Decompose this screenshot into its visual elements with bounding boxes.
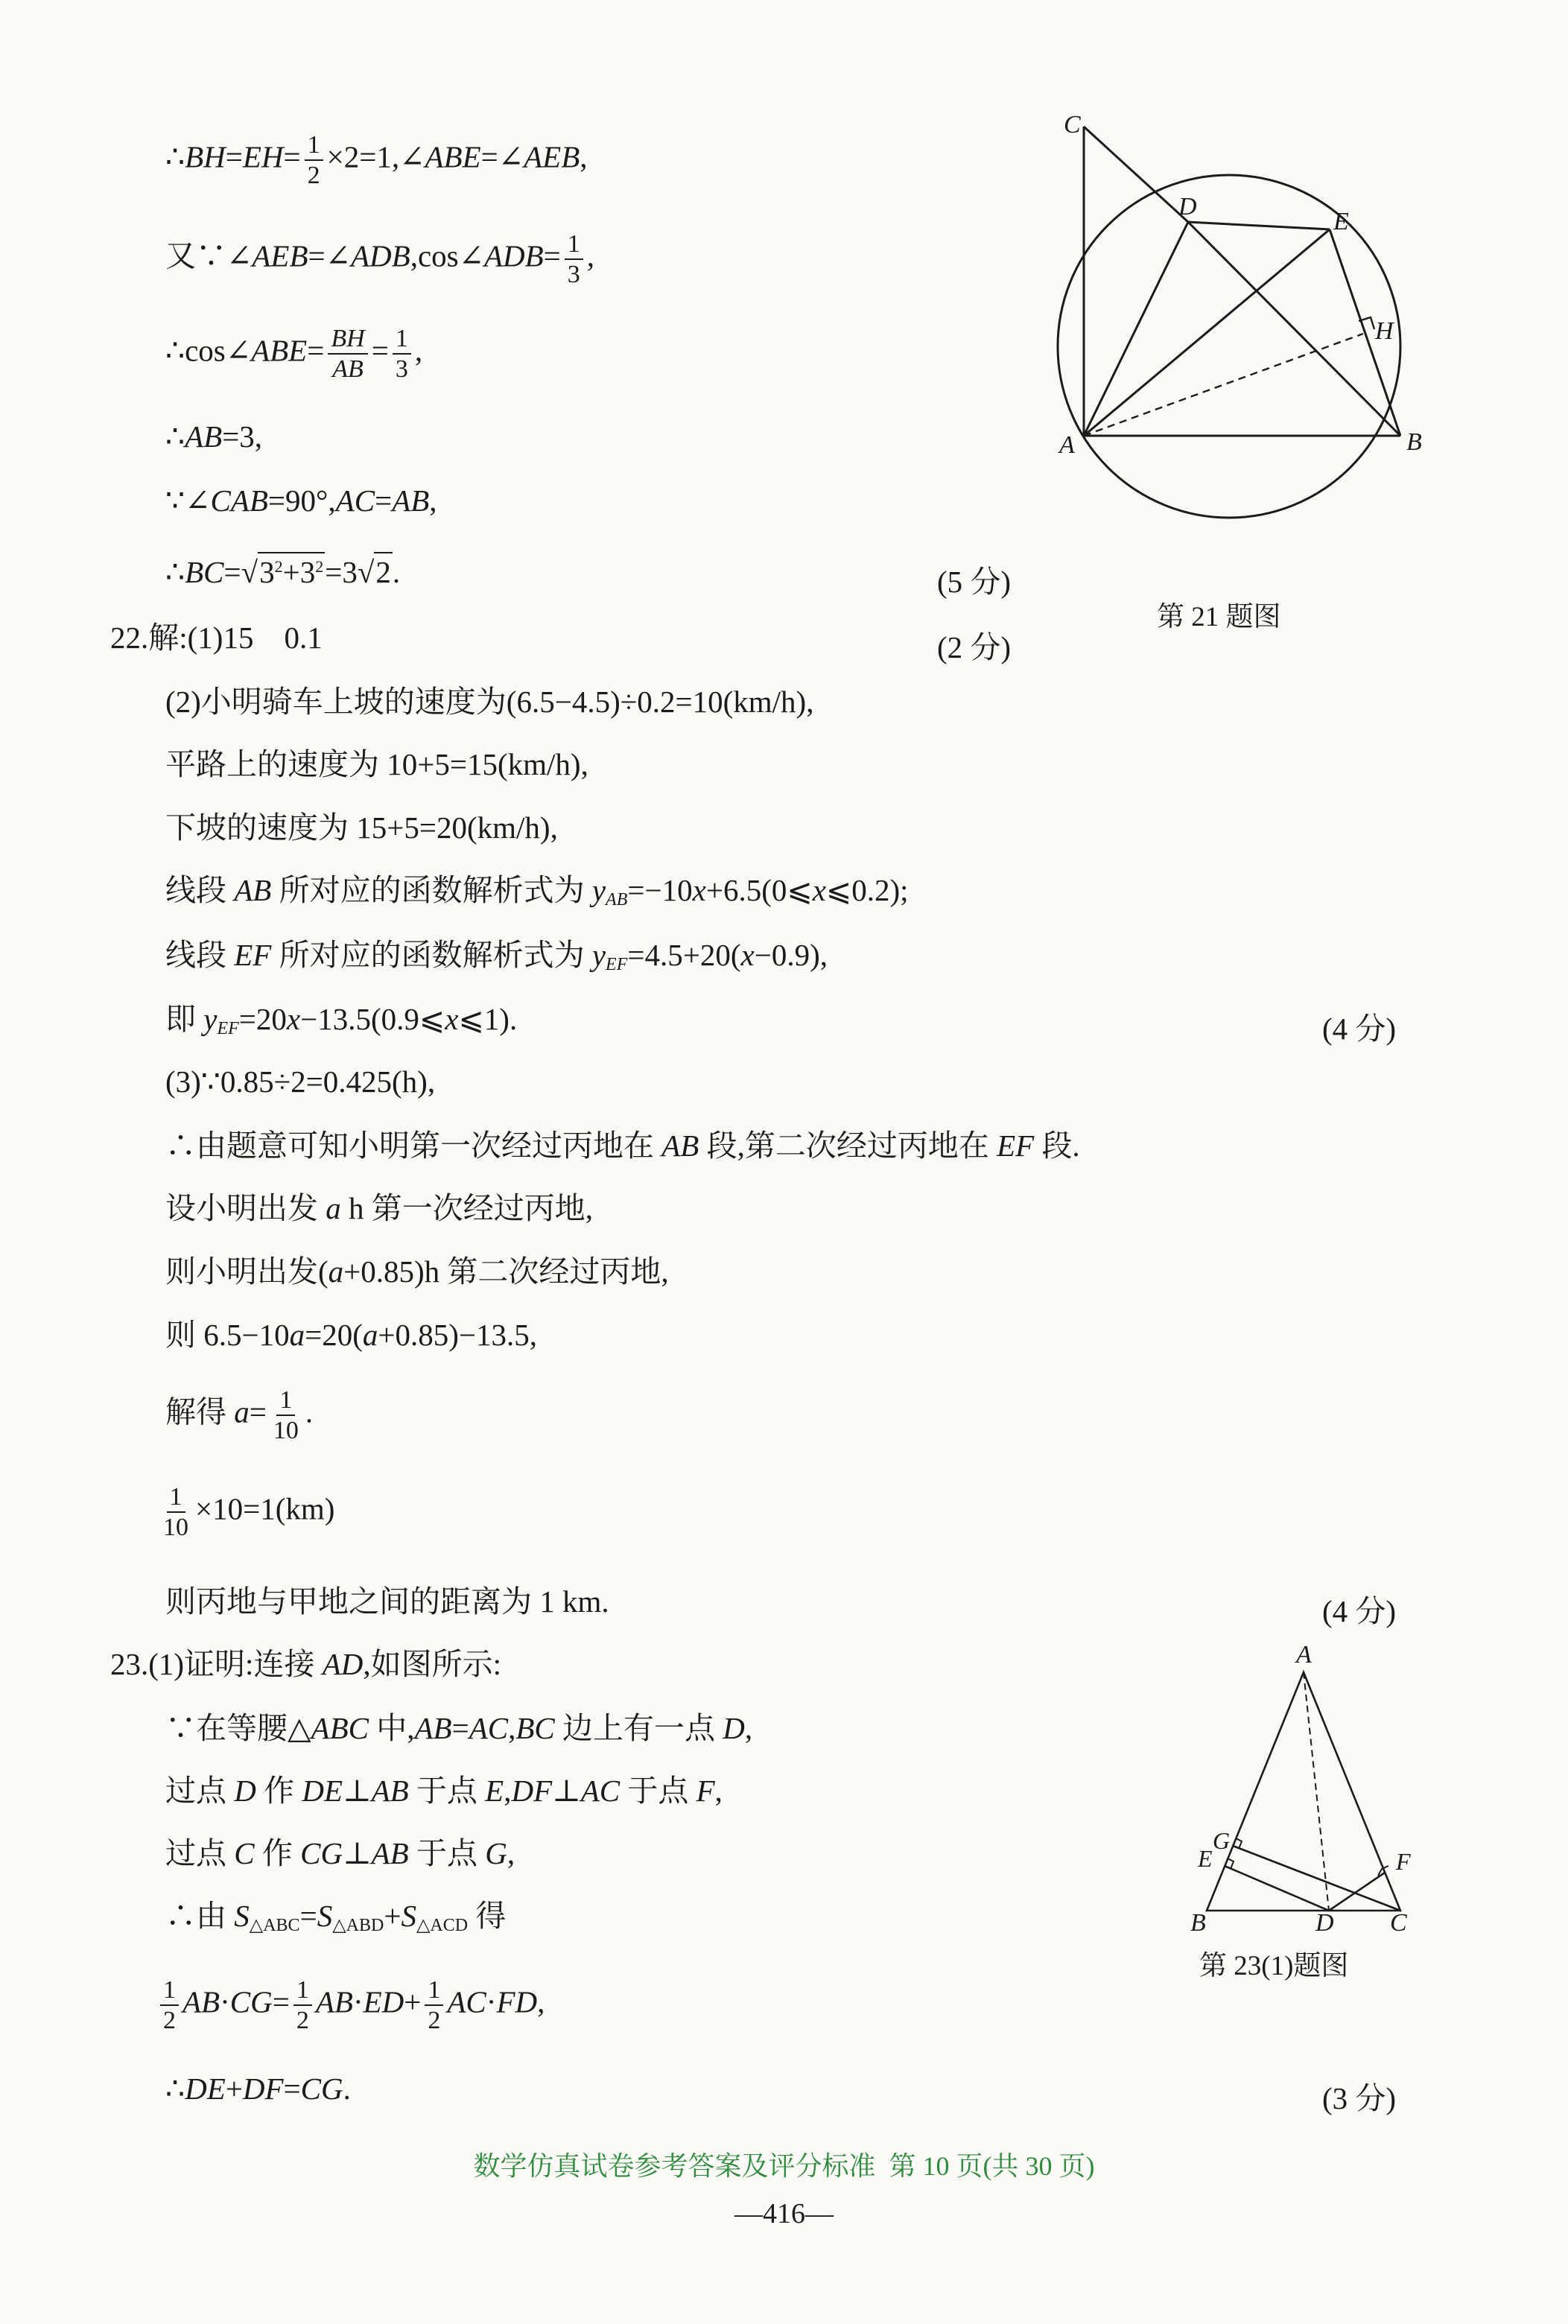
q21-label-c: C: [1064, 111, 1081, 139]
q22-line-11: 则小明出发(a+0.85)h 第二次经过丙地,: [165, 1254, 669, 1289]
q22-score-1: (2 分): [937, 630, 1012, 664]
q21-label-e: E: [1333, 208, 1349, 235]
page-footer: 数学仿真试卷参考答案及评分标准 第 10 页(共 30 页): [473, 2151, 1095, 2181]
q23-line-2: ∵在等腰△ABC 中,AB=AC,BC 边上有一点 D,: [165, 1711, 753, 1745]
q21-label-h: H: [1375, 317, 1394, 345]
q21-score: (5 分): [937, 565, 1012, 599]
q23-line-3: 过点 D 作 DE⊥AB 于点 E,DF⊥AC 于点 F,: [165, 1774, 723, 1808]
q22-line-5: 线段 AB 所对应的函数解析式为 $y_{AB}=-10x+6.5(0⩽x⩽0.2)$;: [165, 873, 909, 909]
q22-score-2: (4 分): [1322, 1012, 1397, 1046]
q21-label-a: A: [1059, 431, 1075, 459]
q23-line-1: 23.(1)证明:连接 AD,如图所示:: [110, 1647, 502, 1681]
q23-line-4: 过点 C 作 CG⊥AB 于点 G,: [165, 1836, 515, 1870]
fraction-one-third-2: $\frac{1}{3}$: [393, 324, 411, 384]
q23-label-f: F: [1396, 1848, 1411, 1875]
q22-line-10: 设小明出发 a h 第一次经过丙地,: [165, 1191, 593, 1225]
q22-line-2: (2)小明骑车上坡的速度为(6.5−4.5)÷0.2=10(km/h),: [165, 685, 814, 719]
q23-line-7: ∴DE+DF=CG.: [165, 2071, 351, 2106]
q23-label-e: E: [1198, 1845, 1213, 1872]
q23-line-6: $\frac{1}{2}$ AB·CG= $\frac{1}{2}$ AB·ED+ $\frac{1}{2}$ AC·FD,: [156, 1975, 545, 2035]
fraction-half-b: $\frac{1}{2}$: [293, 1975, 312, 2035]
fraction-one-third: $\frac{1}{3}$: [565, 229, 583, 289]
q23-score: (3 分): [1322, 2081, 1397, 2115]
q22-line-3: 平路上的速度为 10+5=15(km/h),: [165, 747, 588, 781]
fraction-one-tenth-2: $\frac{1}{10}$: [163, 1483, 188, 1542]
q22-line-14: $\frac{1}{10}$ ×10=1(km): [156, 1482, 334, 1542]
q23-label-a: A: [1296, 1641, 1312, 1669]
q22-line-6: 线段 EF 所对应的函数解析式为 $y_{EF}=4.5+20(x-0.9)$,: [165, 938, 828, 974]
q21-line-cab-90: ∵∠CAB=90°,AC=AB,: [165, 483, 437, 518]
q22-line-1: 22.解:(1)15 0.1: [110, 620, 323, 655]
q21-line-ab-3: ∴AB=3,: [165, 419, 263, 454]
q21-line-bc: $\therefore BC=√3^2+3^2=3√2$.: [165, 557, 400, 588]
q22-line-4: 下坡的速度为 15+5=20(km/h),: [165, 810, 558, 845]
fraction-one-tenth: $\frac{1}{10}$: [273, 1386, 299, 1445]
q23-label-g: G: [1213, 1827, 1231, 1854]
page-number: —416—: [734, 2198, 834, 2229]
q22-score-3: (4 分): [1322, 1594, 1397, 1628]
q21-line-cos-abe: ∴cos∠ABE= $\frac{BH}{AB}$ = $\frac{1}{3}$ ,: [165, 325, 423, 384]
q21-line-cos-adb: 又∵∠AEB=∠ADB,cos∠ADB= $\frac{1}{3}$ ,: [165, 230, 595, 289]
q23-line-5: ∴由 $S_{\triangle ABC}=S_{\triangle ABD}+S_{\triangle ACD}$ 得: [165, 1899, 507, 1935]
q21-line-bh-eh: ∴BH=EH= $\frac{1}{2}$ ×2=1,∠ABE=∠AEB,: [165, 131, 588, 190]
q22-line-7: 即 $y_{EF}=20x-13.5(0.9⩽x⩽1)$.: [165, 1002, 518, 1038]
q21-figure-caption: 第 21 题图: [1157, 602, 1281, 632]
q21-circle: [1058, 175, 1400, 518]
fraction-half-c: $\frac{1}{2}$: [425, 1975, 443, 2035]
q22-line-12: 则 6.5−10a=20(a+0.85)−13.5,: [165, 1318, 538, 1352]
q22-line-9: ∴由题意可知小明第一次经过丙地在 AB 段,第二次经过丙地在 EF 段.: [165, 1128, 1080, 1163]
q23-label-d: D: [1315, 1909, 1334, 1937]
fraction-half-a: $\frac{1}{2}$: [160, 1975, 179, 2035]
q22-line-8: (3)∵0.85÷2=0.425(h),: [165, 1064, 436, 1099]
q22-line-13: 解得 a= $\frac{1}{10}$ .: [165, 1386, 314, 1445]
q21-figure: [1050, 97, 1467, 678]
fraction-one-half: $\frac{1}{2}$: [305, 130, 323, 190]
q21-label-d: D: [1178, 193, 1197, 220]
q23-label-b: B: [1190, 1909, 1206, 1937]
q23-figure: [1177, 1639, 1430, 1937]
q22-line-15: 则丙地与甲地之间的距离为 1 km.: [165, 1584, 609, 1619]
fraction-bh-over-ab: $\frac{BH}{AB}$: [328, 324, 367, 384]
q23-figure-caption: 第 23(1)题图: [1199, 1951, 1349, 1981]
q23-label-c: C: [1390, 1909, 1407, 1937]
q21-label-b: B: [1406, 428, 1422, 456]
